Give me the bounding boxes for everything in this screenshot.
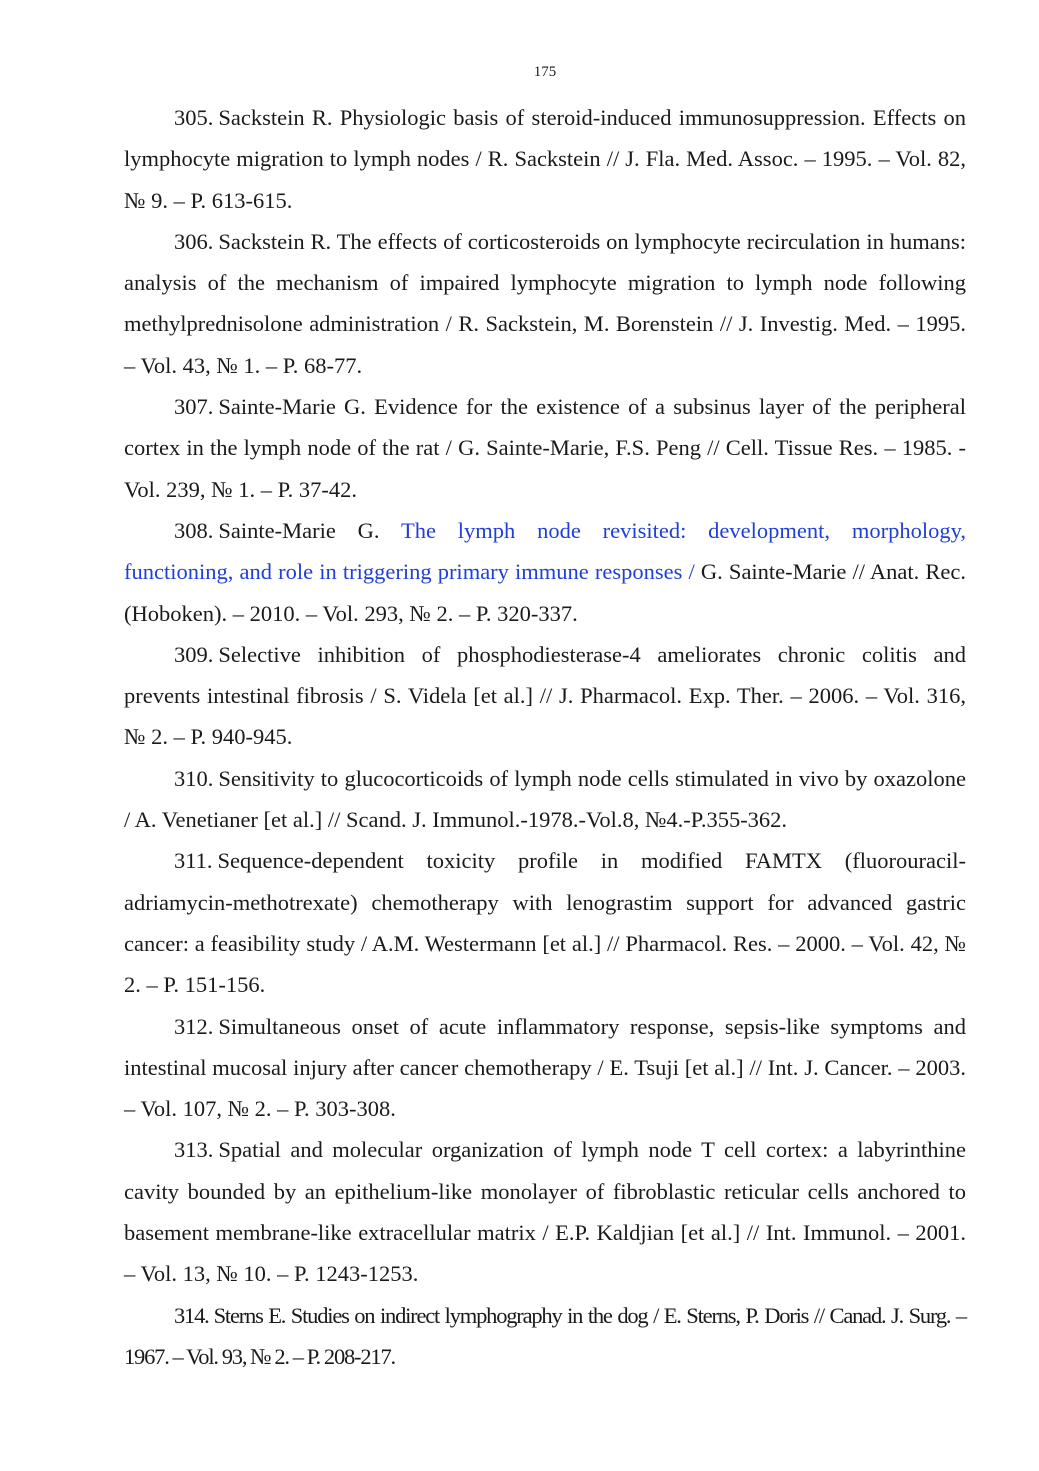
reference-number: 308.	[174, 517, 214, 543]
reference-author: Sainte-Marie G.	[218, 517, 380, 543]
reference-text: Sensitivity to glucocorticoids of lymph node cells stimulated in vivo by oxazolone / A. Venetianer [et al.] // Scand. J. Immunol.-1978.-Vol.8, №4.-P.355-362.	[124, 765, 966, 833]
reference-item	[124, 1129, 966, 1294]
reference-text: Simultaneous onset of acute inflammatory response, sepsis-like symptoms and intestinal mucosal injury after cancer chemotherapy / E. Tsuji [et al.] // Int. J. Cancer. – 2003. – Vol. 107, № 2. – P. 303-308.	[124, 1013, 966, 1122]
reference-text: Sackstein R. Physiologic basis of steroid-induced immunosuppression. Effects on lymphocyte migration to lymph nodes / R. Sackstein // J. Fla. Med. Assoc. – 1995. – Vol. 82, № 9. – P. 613-615.	[124, 105, 966, 213]
page-number: 175	[533, 64, 557, 80]
reference-number: 314.	[174, 1302, 209, 1328]
reference-item	[124, 221, 966, 386]
reference-number: 306.	[174, 228, 214, 254]
reference-number: 312.	[174, 1013, 214, 1039]
reference-item	[124, 510, 966, 634]
reference-number: 313.	[174, 1137, 214, 1163]
reference-item	[124, 634, 966, 758]
reference-number: 307.	[174, 394, 214, 420]
reference-number: 309.	[174, 641, 214, 667]
reference-item	[124, 386, 966, 510]
reference-text: Sterns E. Studies on indirect lymphography in the dog / E. Sterns, P. Doris // Canad. J. Surg. – 1967. – Vol. 93, № 2. – P. 208-217.	[124, 1302, 966, 1369]
reference-number: 310.	[174, 765, 214, 791]
reference-item	[124, 1006, 966, 1130]
reference-item	[124, 97, 966, 221]
reference-title-link[interactable]: The lymph node revisited: development, morphology, functioning, and role in triggering primary immune responses /	[124, 517, 966, 585]
reference-item	[124, 758, 966, 841]
reference-text: G. Sainte-Marie // Anat. Rec. (Hoboken). – 2010. – Vol. 293, № 2. – P. 320-337.	[124, 559, 966, 626]
reference-item	[124, 1295, 966, 1378]
reference-list	[124, 97, 966, 1377]
reference-number: 305.	[174, 105, 214, 130]
reference-number: 311.	[174, 848, 213, 874]
reference-text: Sequence-dependent toxicity profile in modified FAMTX (fluorouracil-adriamycin-methotrexate) chemotherapy with lenograstim support for advanced gastric cancer: a feasibility study / A.M. Westermann [et al.] // Pharmacol. Res. – 2000. – Vol. 42, № 2. – P. 151-156.	[124, 848, 966, 998]
reference-text: Selective inhibition of phosphodiesterase-4 ameliorates chronic colitis and prevents intestinal fibrosis / S. Videla [et al.] // J. Pharmacol. Exp. Ther. – 2006. – Vol. 316, № 2. – P. 940-945.	[124, 641, 966, 750]
reference-text: Spatial and molecular organization of lymph node T cell cortex: a labyrinthine cavity bounded by an epithelium-like monolayer of fibroblastic reticular cells anchored to basement membrane-like extracellular matrix / E.P. Kaldjian [et al.] // Int. Immunol. – 2001. – Vol. 13, № 10. – P. 1243-1253.	[124, 1137, 966, 1287]
reference-item	[124, 840, 966, 1005]
reference-text: Sainte-Marie G. Evidence for the existence of a subsinus layer of the peripheral cortex in the lymph node of the rat / G. Sainte-Marie, F.S. Peng // Cell. Tissue Res. – 1985. - Vol. 239, № 1. – P. 37-42.	[124, 394, 966, 502]
reference-text: Sackstein R. The effects of corticosteroids on lymphocyte recirculation in humans: analysis of the mechanism of impaired lymphocyte migration to lymph node following methylprednisolone administration / R. Sackstein, M. Borenstein // J. Investig. Med. – 1995. – Vol. 43, № 1. – P. 68-77.	[124, 228, 966, 378]
